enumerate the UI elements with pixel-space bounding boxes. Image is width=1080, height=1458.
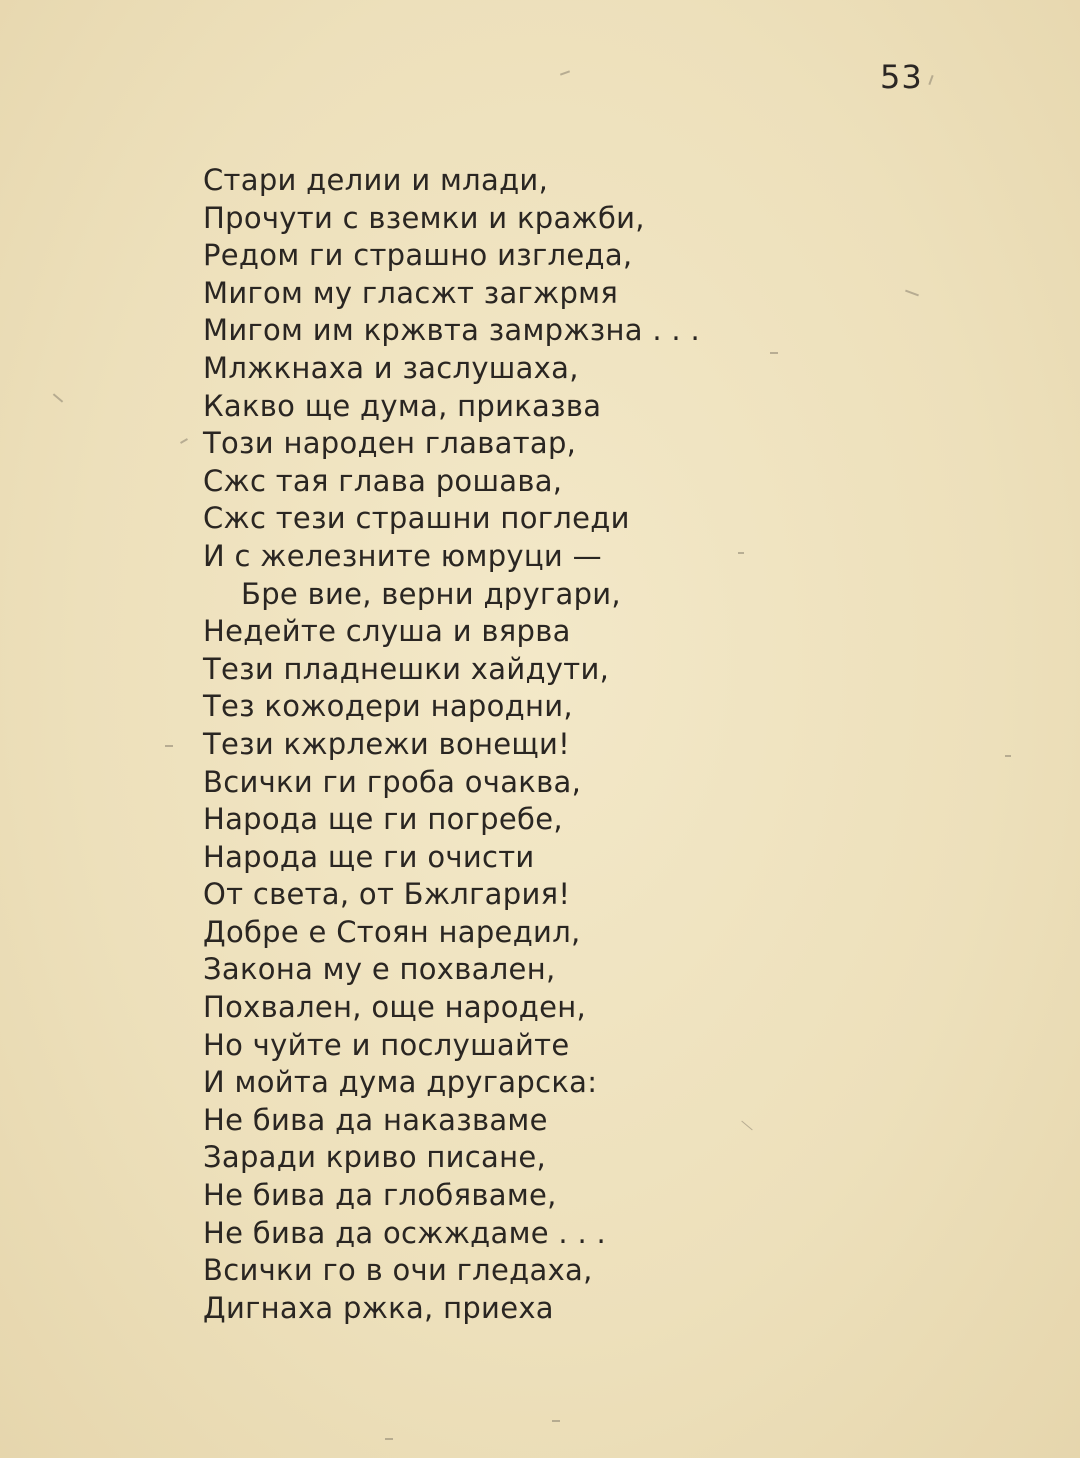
poem-line: Не бива да наказваме [203, 1102, 548, 1137]
poem-line: Бре вие, верни другари, [241, 576, 621, 611]
poem-line: Редом ги страшно изгледа, [203, 238, 633, 273]
poem-line: Сжс тая глава рошава, [203, 463, 563, 498]
poem-line: Прочути с вземки и кражби, [203, 200, 645, 235]
poem-line: Заради криво писане, [203, 1140, 547, 1175]
paper-speck [385, 1438, 393, 1440]
poem-line: Народа ще ги погребе, [203, 802, 563, 837]
poem-line: Недейте слуша и вярва [203, 614, 571, 649]
paper-speck [53, 393, 63, 402]
poem-line: Стари делии и млади, [203, 163, 549, 197]
poem-line: Народа ще ги очисти [203, 839, 535, 874]
poem-line: И мойта дума другарска: [203, 1065, 598, 1100]
poem-line: Закона му е похвален, [203, 952, 556, 987]
paper-speck [552, 1420, 560, 1422]
poem-line: Всички го в очи гледаха, [203, 1253, 593, 1288]
poem-line: Не бива да глобяваме, [203, 1178, 557, 1213]
paper-speck [928, 75, 933, 85]
poem-line: Тез кожодери народни, [203, 689, 573, 724]
poem-line: От света, от Бжлгария! [203, 877, 571, 912]
poem-line: Дигнаха ржка, приеха [203, 1290, 554, 1325]
poem-line: Похвален, още народен, [203, 990, 587, 1025]
poem-line: Добре е Стоян наредил, [203, 914, 581, 949]
poem-line: Всички ги гроба очаква, [203, 764, 582, 799]
poem-line: Не бива да осжждаме . . . [203, 1215, 607, 1250]
poem-line: Какво ще дума, приказва [203, 388, 602, 423]
poem-text [203, 162, 823, 1327]
paper-speck [738, 552, 744, 554]
paper-speck [560, 70, 570, 75]
poem-line: Мигом им кржвта замржзна . . . [203, 313, 700, 348]
paper-speck [1005, 755, 1011, 757]
poem-line: Но чуйте и послушайте [203, 1027, 570, 1062]
poem-line: Тези кжрлежи вонещи! [203, 726, 571, 761]
paper-speck [180, 438, 188, 444]
poem-line: И с железните юмруци — [203, 538, 602, 573]
paper-speck [165, 745, 173, 747]
poem-line: Сжс тези страшни погледи [203, 501, 630, 536]
poem-line: Млжкнаха и заслушаха, [203, 350, 579, 385]
paper-speck [770, 352, 778, 354]
page-number: 53 [880, 58, 923, 96]
poem-line: Тези пладнешки хайдути, [203, 651, 610, 686]
paper-speck [905, 290, 919, 297]
poem-line: Този народен главатар, [203, 426, 577, 461]
poem-line: Мигом му гласжт загжрмя [203, 275, 619, 310]
